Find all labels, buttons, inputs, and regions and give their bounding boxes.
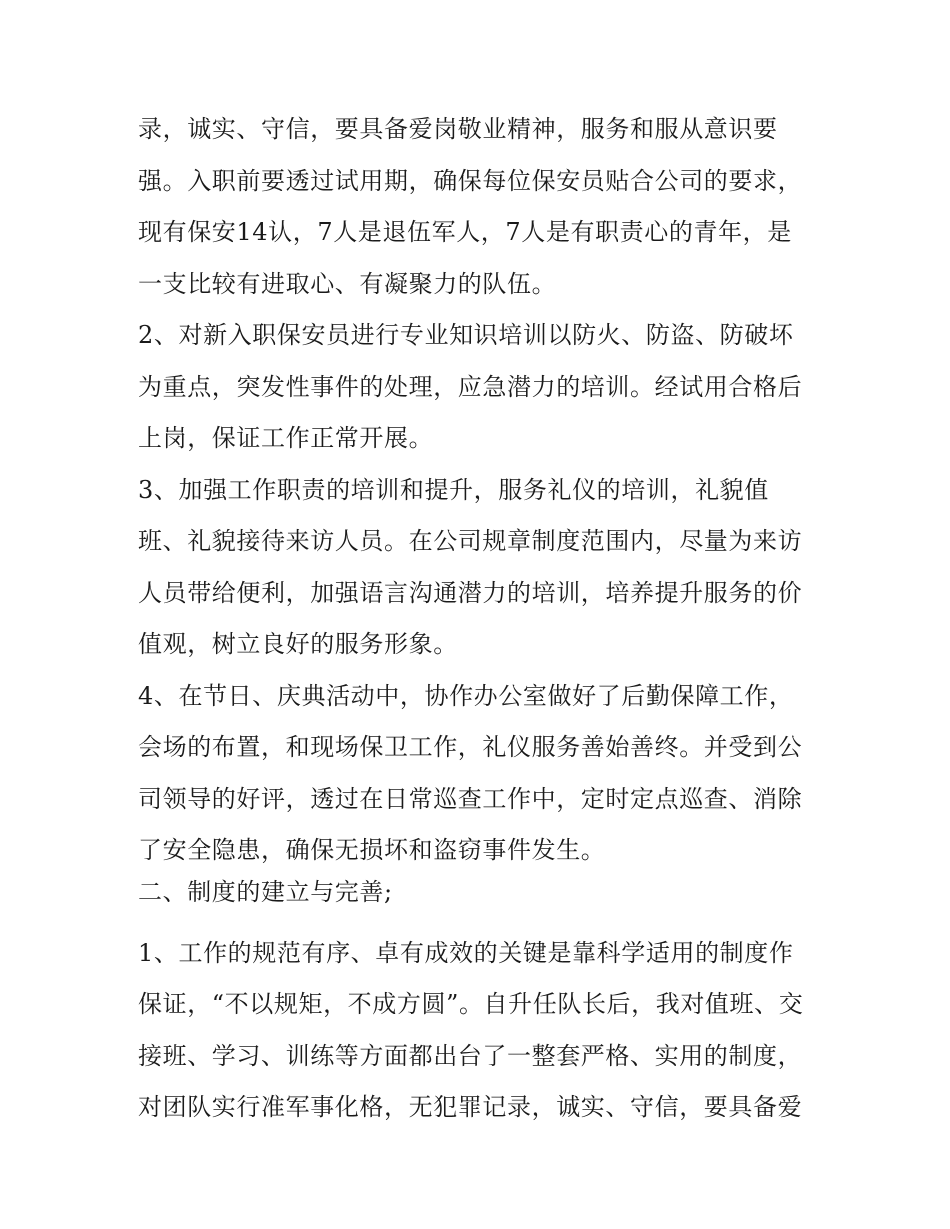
text-line: 会场的布置，和现场保卫工作，礼仪服务善始善终。并受到公 xyxy=(138,733,803,761)
text-line: 为重点，突发性事件的处理，应急潜力的培训。经试用合格后 xyxy=(138,373,803,401)
text-line: 接班、学习、训练等方面都出台了一整套严格、实用的制度， xyxy=(138,1042,803,1070)
text-line: 人员带给便利，加强语言沟通潜力的培训，培养提升服务的价 xyxy=(138,579,803,607)
text-line: 2、对新入职保安员进行专业知识培训以防火、防盗、防破坏 xyxy=(138,321,794,349)
text-line: 班、礼貌接待来访人员。在公司规章制度范围内，尽量为来访 xyxy=(138,527,803,555)
text-line: 上岗，保证工作正常开展。 xyxy=(138,424,434,452)
text-line: 一支比较有进取心、有凝聚力的队伍。 xyxy=(138,270,557,298)
text-line: 值观，树立良好的服务形象。 xyxy=(138,630,458,658)
text-line: 对团队实行准军事化格，无犯罪记录，诚实、守信，要具备爱 xyxy=(138,1093,803,1121)
text-line: 强。入职前要透过试用期，确保每位保安员贴合公司的要求， xyxy=(138,167,803,195)
text-line: 了安全隐患，确保无损坏和盗窃事件发生。 xyxy=(138,836,606,864)
text-line: 保证，“不以规矩，不成方圆”。自升任队长后，我对值班、交 xyxy=(138,990,804,1018)
section-heading: 二、制度的建立与完善; xyxy=(138,878,393,906)
text-line: 现有保安14认，7人是退伍军人，7人是有职责心的青年，是 xyxy=(138,218,792,246)
text-line: 司领导的好评，透过在日常巡查工作中，定时定点巡查、消除 xyxy=(138,785,803,813)
text-line: 1、工作的规范有序、卓有成效的关键是靠科学适用的制度作 xyxy=(138,939,794,967)
text-line: 3、加强工作职责的培训和提升，服务礼仪的培训，礼貌值 xyxy=(138,476,769,504)
text-line: 4、在节日、庆典活动中，协作办公室做好了后勤保障工作， xyxy=(138,682,794,710)
text-line: 录，诚实、守信，要具备爱岗敬业精神，服务和服从意识要 xyxy=(138,115,778,143)
